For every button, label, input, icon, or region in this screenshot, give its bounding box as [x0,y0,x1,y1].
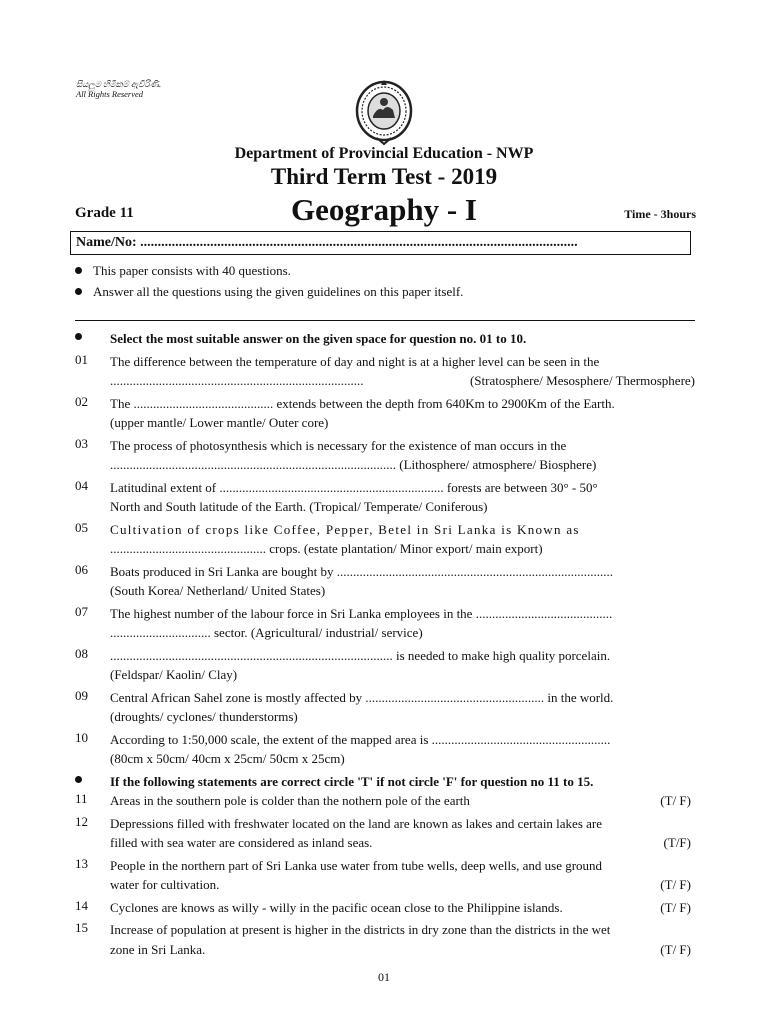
name-number-field[interactable] [70,231,691,255]
true-false-choice[interactable]: (T/ F) [660,899,691,915]
question-12: 12 Depressions filled with freshwater located on the land are known as lakes and certain lakes are filled with sea water are considered as inland seas. (T/F) [75,814,695,853]
rights-english: All Rights Reserved [76,89,144,99]
bullet-icon [75,267,82,274]
question-03: 03 The process of photosynthesis which is necessary for the existence of man occurs in the ........................................................................................ (Lithosphere/ atmosphere/ Biosphere) [75,435,597,472]
government-emblem-icon [353,78,415,146]
question-02: 02 The ........................................... extends between the depth from 640Km to 2900Km of the Earth. (upper mantle/ Lower mantle/ Outer core) [75,393,615,430]
test-title: Third Term Test - 2019 [270,164,498,189]
section-divider [75,320,695,321]
answer-blank[interactable]: .............................................................................. [110,373,364,388]
bullet-icon [75,288,82,295]
question-13: 13 People in the northern part of Sri Lanka use water from tube wells, deep wells, and use ground water for cultivation. (T/ F) [75,856,695,895]
question-09: 09 Central African Sahel zone is mostly affected by ....................................................... in the world. (droughts/ cyclones/ thunderstorms) [75,687,614,724]
grade-label: Grade 11 [75,205,134,221]
true-false-choice[interactable]: (T/F) [663,835,691,850]
name-field-label: Name/No: ............................................................................................................................. [76,235,578,250]
question-14: 14 Cyclones are knows as willy - willy in the pacific ocean close to the Philippine islands. (T/ F) [75,898,695,918]
instructions-list [75,262,463,304]
question-08: 08 ....................................................................................... is needed to make high quality porcelain. (Feldspar/ Kaolin/ Clay) [75,645,611,682]
rights-sinhala: සියලුම හිමිකම් ඇවිරිණි. [76,79,162,89]
section-instruction: Select the most suitable answer on the given space for question no. 01 to 10. [75,329,695,349]
page-number: 01 [378,970,390,984]
question-01: 01 The difference between the temperature of day and night is at a higher level can be seen in the .............................................................................. (Stratosphere/ Mesosphere/ Thermosphere) [75,352,695,391]
question-05: 05 Cultivation of crops like Coffee, Pepper, Betel in Sri Lanka is Known as ................................................ crops. (estate plantation/ Minor export/ main export) [75,519,580,556]
question-07: 07 The highest number of the labour force in Sri Lanka employees in the .......................................... ............................... sector. (Agricultural/ industrial/ service) [75,603,613,640]
question-06: 06 Boats produced in Sri Lanka are bought by ..................................................................................... (South Korea/ Netherland/ United States) [75,561,613,598]
rights-notice [76,79,161,99]
questions [75,329,695,959]
instruction-item: Answer all the questions using the given guidelines on this paper itself. [75,283,463,304]
subject-title: Geography - I [291,192,477,227]
time-label: Time - 3hours [624,207,696,221]
department-title: Department of Provincial Education - NWP [234,145,534,162]
true-false-choice[interactable]: (T/ F) [660,941,691,957]
question-04: 04 Latitudinal extent of ..................................................................... forests are between 30° - 50° North and South latitude of the Earth. (Tropical/ Temperate/ Coniferous) [75,477,598,514]
bullet-icon [75,333,82,340]
true-false-choice[interactable]: (T/ F) [660,793,691,808]
question-11: 11 Areas in the southern pole is colder than the nothern pole of the earth (T/ F) [75,791,695,811]
instruction-item: This paper consists with 40 questions. [75,262,463,283]
bullet-icon [75,776,82,783]
true-false-choice[interactable]: (T/ F) [660,877,691,892]
section-instruction: If the following statements are correct circle 'T' if not circle 'F' for question no 11 to 15. [75,772,695,792]
question-10: 10 According to 1:50,000 scale, the extent of the mapped area is ....................................................... (80cm x 50cm/ 40cm x 25cm/ 50cm x 25cm) [75,729,611,766]
question-15: 15 Increase of population at present is higher in the districts in dry zone than the districts in the wet zone in Sri Lanka. (T/ F) [75,920,695,959]
